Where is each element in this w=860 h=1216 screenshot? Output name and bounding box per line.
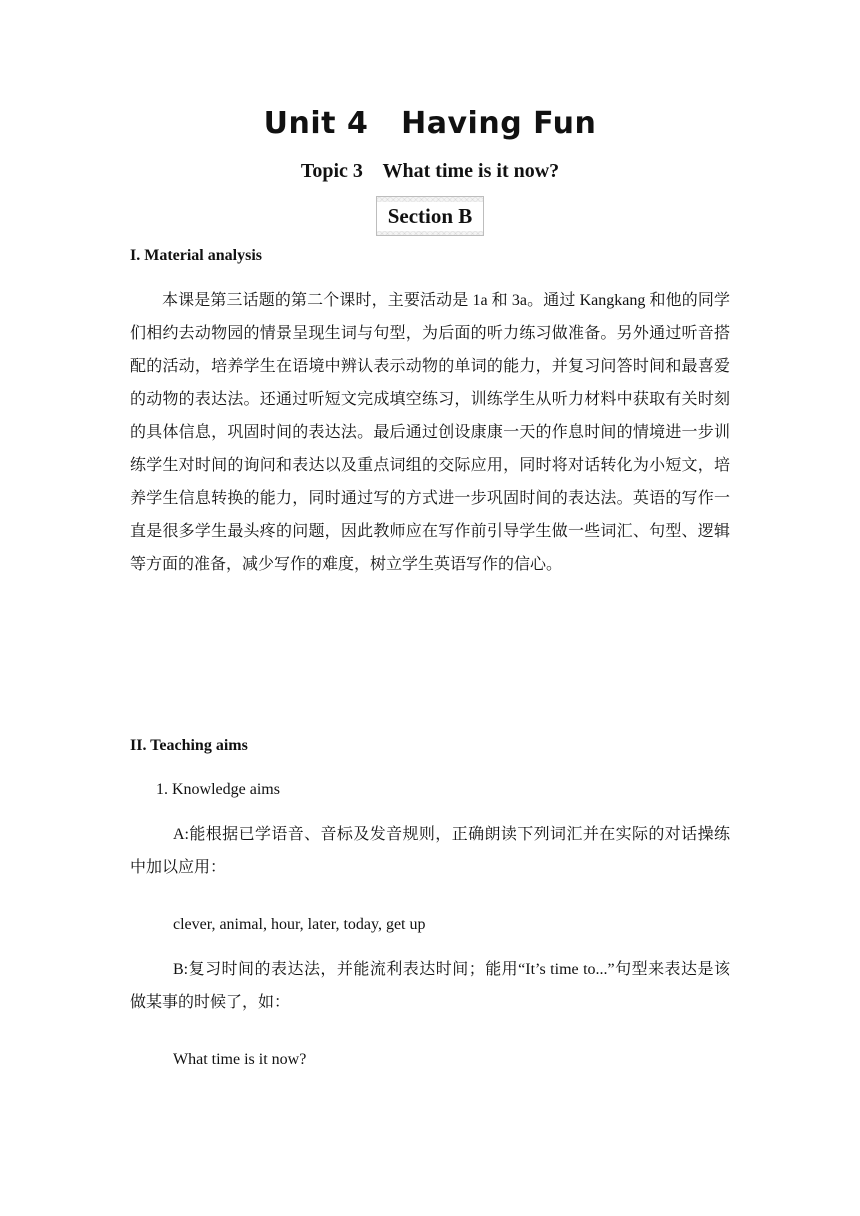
section-badge [376, 196, 484, 236]
example-sentence: What time is it now? [173, 1051, 307, 1068]
vocabulary-list: clever, animal, hour, later, today, get up [173, 916, 426, 933]
section-label: Section B [377, 202, 483, 231]
unit-title: Unit 4 Having Fun [263, 106, 597, 141]
material-analysis-heading: I. Material analysis [130, 247, 262, 264]
topic-title: Topic 3 What time is it now? [300, 160, 560, 182]
material-analysis-paragraph: 本课是第三话题的第二个课时，主要活动是 1a 和 3a。通过 Kangkang 和他的同学们相约去动物园的情景呈现生词与句型，为后面的听力练习做准备。另外通过听音搭配的活动，培养学生在语境中辨认表示动物的单词的能力，并复习问答时间和最喜爱的动物的表达法。还通过听短文完成填空练习，训练学生从听力材料中获取有关时刻的具体信息，巩固时间的表达法。最后通过创设康康一天的作息时间的情境进一步训练学生对时间的询问和表达以及重点词组的交际应用，同时将对话转化为小短文，培养学生信息转换的能力，同时通过写的方式进一步巩固时间的表达法。英语的写作一直是很多学生最头疼的问题，因此教师应在写作前引导学生做一些词汇、句型、逻辑等方面的准备，减少写作的难度，树立学生英语写作的信心。 [130, 292, 730, 573]
knowledge-item-b: B:复习时间的表达法，并能流利表达时间；能用“It’s time to...”句型来表达是该做某事的时候了，如： [130, 961, 730, 1011]
teaching-aims-heading: II. Teaching aims [130, 737, 248, 754]
knowledge-aims-label: 1. Knowledge aims [156, 781, 280, 798]
knowledge-item-a: A:能根据已学语音、音标及发音规则，正确朗读下列词汇并在实际的对话操练中加以应用： [130, 826, 730, 876]
